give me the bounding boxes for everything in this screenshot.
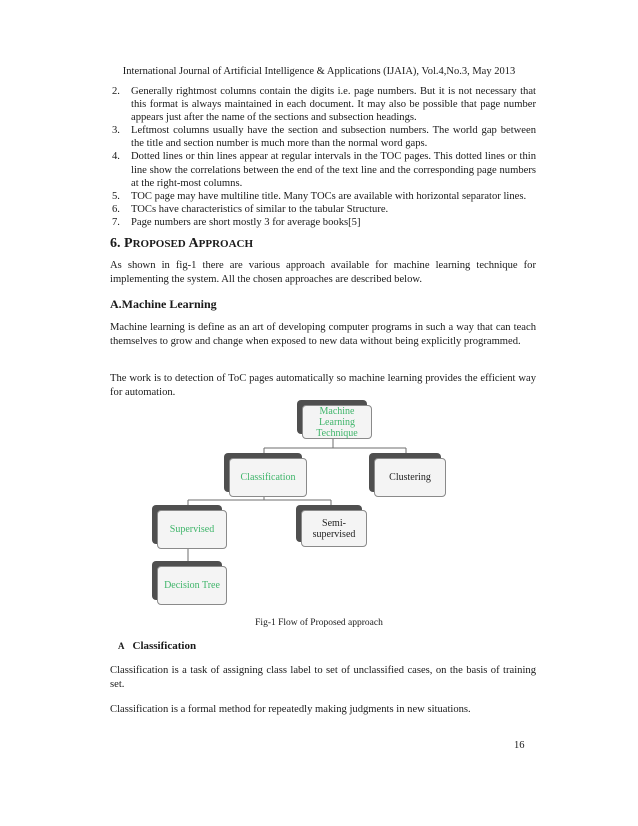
page-number: 16 [514, 740, 525, 751]
section-title-a-rest: PPROACH [198, 238, 254, 250]
node-machine-learning-technique: Machine Learning Technique [302, 405, 372, 439]
list-item-text: TOC page may have multiline title. Many TOCs are available with horizontal separator lines. [131, 190, 527, 202]
figure-caption: Fig-1 Flow of Proposed approach [255, 618, 383, 628]
list-item-text: Leftmost columns usually have the section and subsection numbers. The world gap between the title and section number is much more than the normal word gaps. [131, 125, 536, 150]
section-number: 6. [110, 236, 124, 251]
list-item-text: TOCs have characteristics of similar to the tabular Structure. [131, 203, 389, 215]
classification-definition-paragraph: Classification is a task of assigning class label to set of unclassified cases, on the basis of training set. [110, 665, 536, 690]
subsection-heading-machine-learning: A.Machine Learning [110, 297, 217, 311]
list-item-text: Generally rightmost columns contain the digits i.e. page numbers. But it is not necessary that this format is always maintained in each document. It may also be possible that page number appears just after the name of the sections and subsection headings. [131, 86, 536, 124]
list-item-text: Dotted lines or thin lines appear at regular intervals in the TOC pages. This dotted lines or thin line show the correlations between the end of the text line and the corresponding page numbers at the right-most columns. [131, 151, 536, 189]
section-title-a: A [188, 236, 199, 251]
list-item-number: 5. [112, 190, 120, 202]
list-item-number: 3. [112, 125, 120, 137]
section-title-p-rest: ROPOSED [132, 238, 189, 250]
list-item-text: Page numbers are short mostly 3 for average books[5] [131, 216, 361, 228]
list-item-number: 4. [112, 151, 120, 163]
intro-paragraph: As shown in fig-1 there are various approach available for machine learning technique for implementing the system. All the chosen approaches are described below. [110, 260, 536, 285]
node-decision-tree: Decision Tree [157, 566, 227, 605]
ml-purpose-paragraph: The work is to detection of ToC pages automatically so machine learning provides the efficient way for automation. [110, 373, 536, 398]
classification-method-paragraph: Classification is a formal method for repeatedly making judgments in new situations. [110, 704, 471, 715]
list-item-number: 7. [112, 216, 120, 228]
node-clustering: Clustering [374, 458, 446, 497]
node-supervised: Supervised [157, 510, 227, 549]
subsection-letter: A [118, 641, 125, 651]
list-item-number: 6. [112, 203, 120, 215]
list-item-number: 2. [112, 86, 120, 97]
section-title-p: P [124, 236, 133, 251]
subsection-title: Classification [132, 640, 197, 652]
node-classification: Classification [229, 458, 307, 497]
subsection-heading-classification [118, 640, 196, 652]
ml-definition-paragraph: Machine learning is define as an art of developing computer programs in such a way that can teach themselves to grow and change when exposed to new data without being explicitly programmed. [110, 322, 536, 347]
node-semi-supervised: Semi-supervised [301, 510, 367, 547]
journal-header: International Journal of Artificial Intelligence & Applications (IJAIA), Vol.4,No.3, May 2013 [122, 66, 516, 77]
